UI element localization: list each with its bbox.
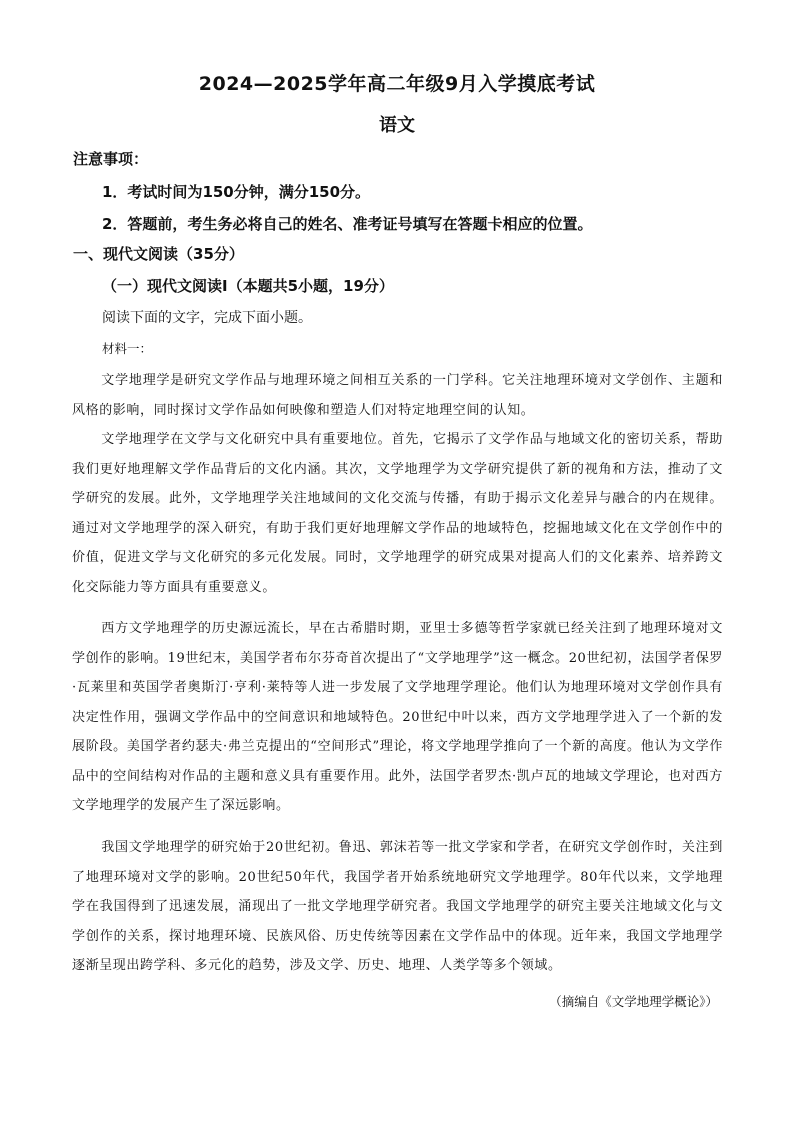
material-paragraph-1: 文学地理学是研究文学作品与地理环境之间相互关系的一门学科。它关注地理环境对文学创作、主题和风格的影响，同时探讨文学作品如何映像和塑造人们对特定地理空间的认知。 (72, 373, 723, 418)
reading-instruction: 阅读下面的文字，完成下面小题。 (102, 310, 312, 326)
material-paragraph-2: 文学地理学在文学与文化研究中具有重要地位。首先，它揭示了文学作品与地域文化的密切关系，帮助我们更好地理解文学作品背后的文化内涵。其次，文学地理学为文学研究提供了新的视角和方法，推动了文学研究的发展。此外，文学地理学关注地域间的文化交流与传播，有助于揭示文化差异与融合的内在规律。通过对文学地理学的深入研究，有助于我们更好地理解文学作品的地域特色，挖掘地域文化在文学创作中的价值，促进文学与文化研究的多元化发展。同时，文学地理学的研究成果对提高人们的文化素养、培养跨文化交际能力等方面具有重要意义。 (72, 432, 723, 595)
notes-heading: 注意事项： (73, 150, 149, 168)
material-paragraph-4: 我国文学地理学的研究始于20世纪初。鲁迅、郭沫若等一批文学家和学者，在研究文学创作时，关注到了地理环境对文学的影响。20世纪50年代，我国学者开始系统地研究文学地理学。80年代以来，文学地理学在我国得到了迅速发展，涌现出了一批文学地理学研究者。我国文学地理学的研究主要关注地域文化与文学创作的关系，探讨地理环境、民族风俗、历史传统等因素在文学作品中的体现。近年来，我国文学地理学逐渐呈现出跨学科、多元化的趋势，涉及文学、历史、地理、人类学等多个领域。 (72, 840, 723, 973)
exam-title: 2024—2025学年高二年级9月入学摸底考试 (198, 73, 596, 95)
source-citation: （摘编自《文学地理学概论》） (549, 994, 718, 1009)
material-paragraph-3: 西方文学地理学的历史源远流长，早在古希腊时期，亚里士多德等哲学家就已经关注到了地理环境对文学创作的影响。19世纪末，美国学者布尔芬奇首次提出了“文学地理学”这一概念。20世纪初，法国学者保罗·瓦莱里和英国学者奥斯汀·亨利·莱特等人进一步发展了文学地理学理论。他们认为地理环境对文学创作具有决定性作用，强调文学作品中的空间意识和地域特色。20世纪中叶以来，西方文学地理学进入了一个新的发展阶段。美国学者约瑟夫·弗兰克提出的“空间形式”理论，将文学地理学推向了一个新的高度。他认为文学作品中的空间结构对作品的主题和意义具有重要作用。此外，法国学者罗杰·凯卢瓦的地域文学理论，也对西方文学地理学的发展产生了深远影响。 (72, 621, 723, 813)
note-item-1: 1．考试时间为150分钟，满分150分。 (102, 183, 371, 201)
material-label: 材料一： (102, 341, 153, 356)
subject-title: 语文 (379, 115, 415, 136)
subsection-heading: （一）现代文阅读Ⅰ（本题共5小题，19分） (102, 277, 394, 295)
note-item-2: 2．答题前，考生务必将自己的姓名、准考证号填写在答题卡相应的位置。 (102, 215, 593, 233)
section-heading: 一、现代文阅读（35分） (73, 245, 244, 263)
